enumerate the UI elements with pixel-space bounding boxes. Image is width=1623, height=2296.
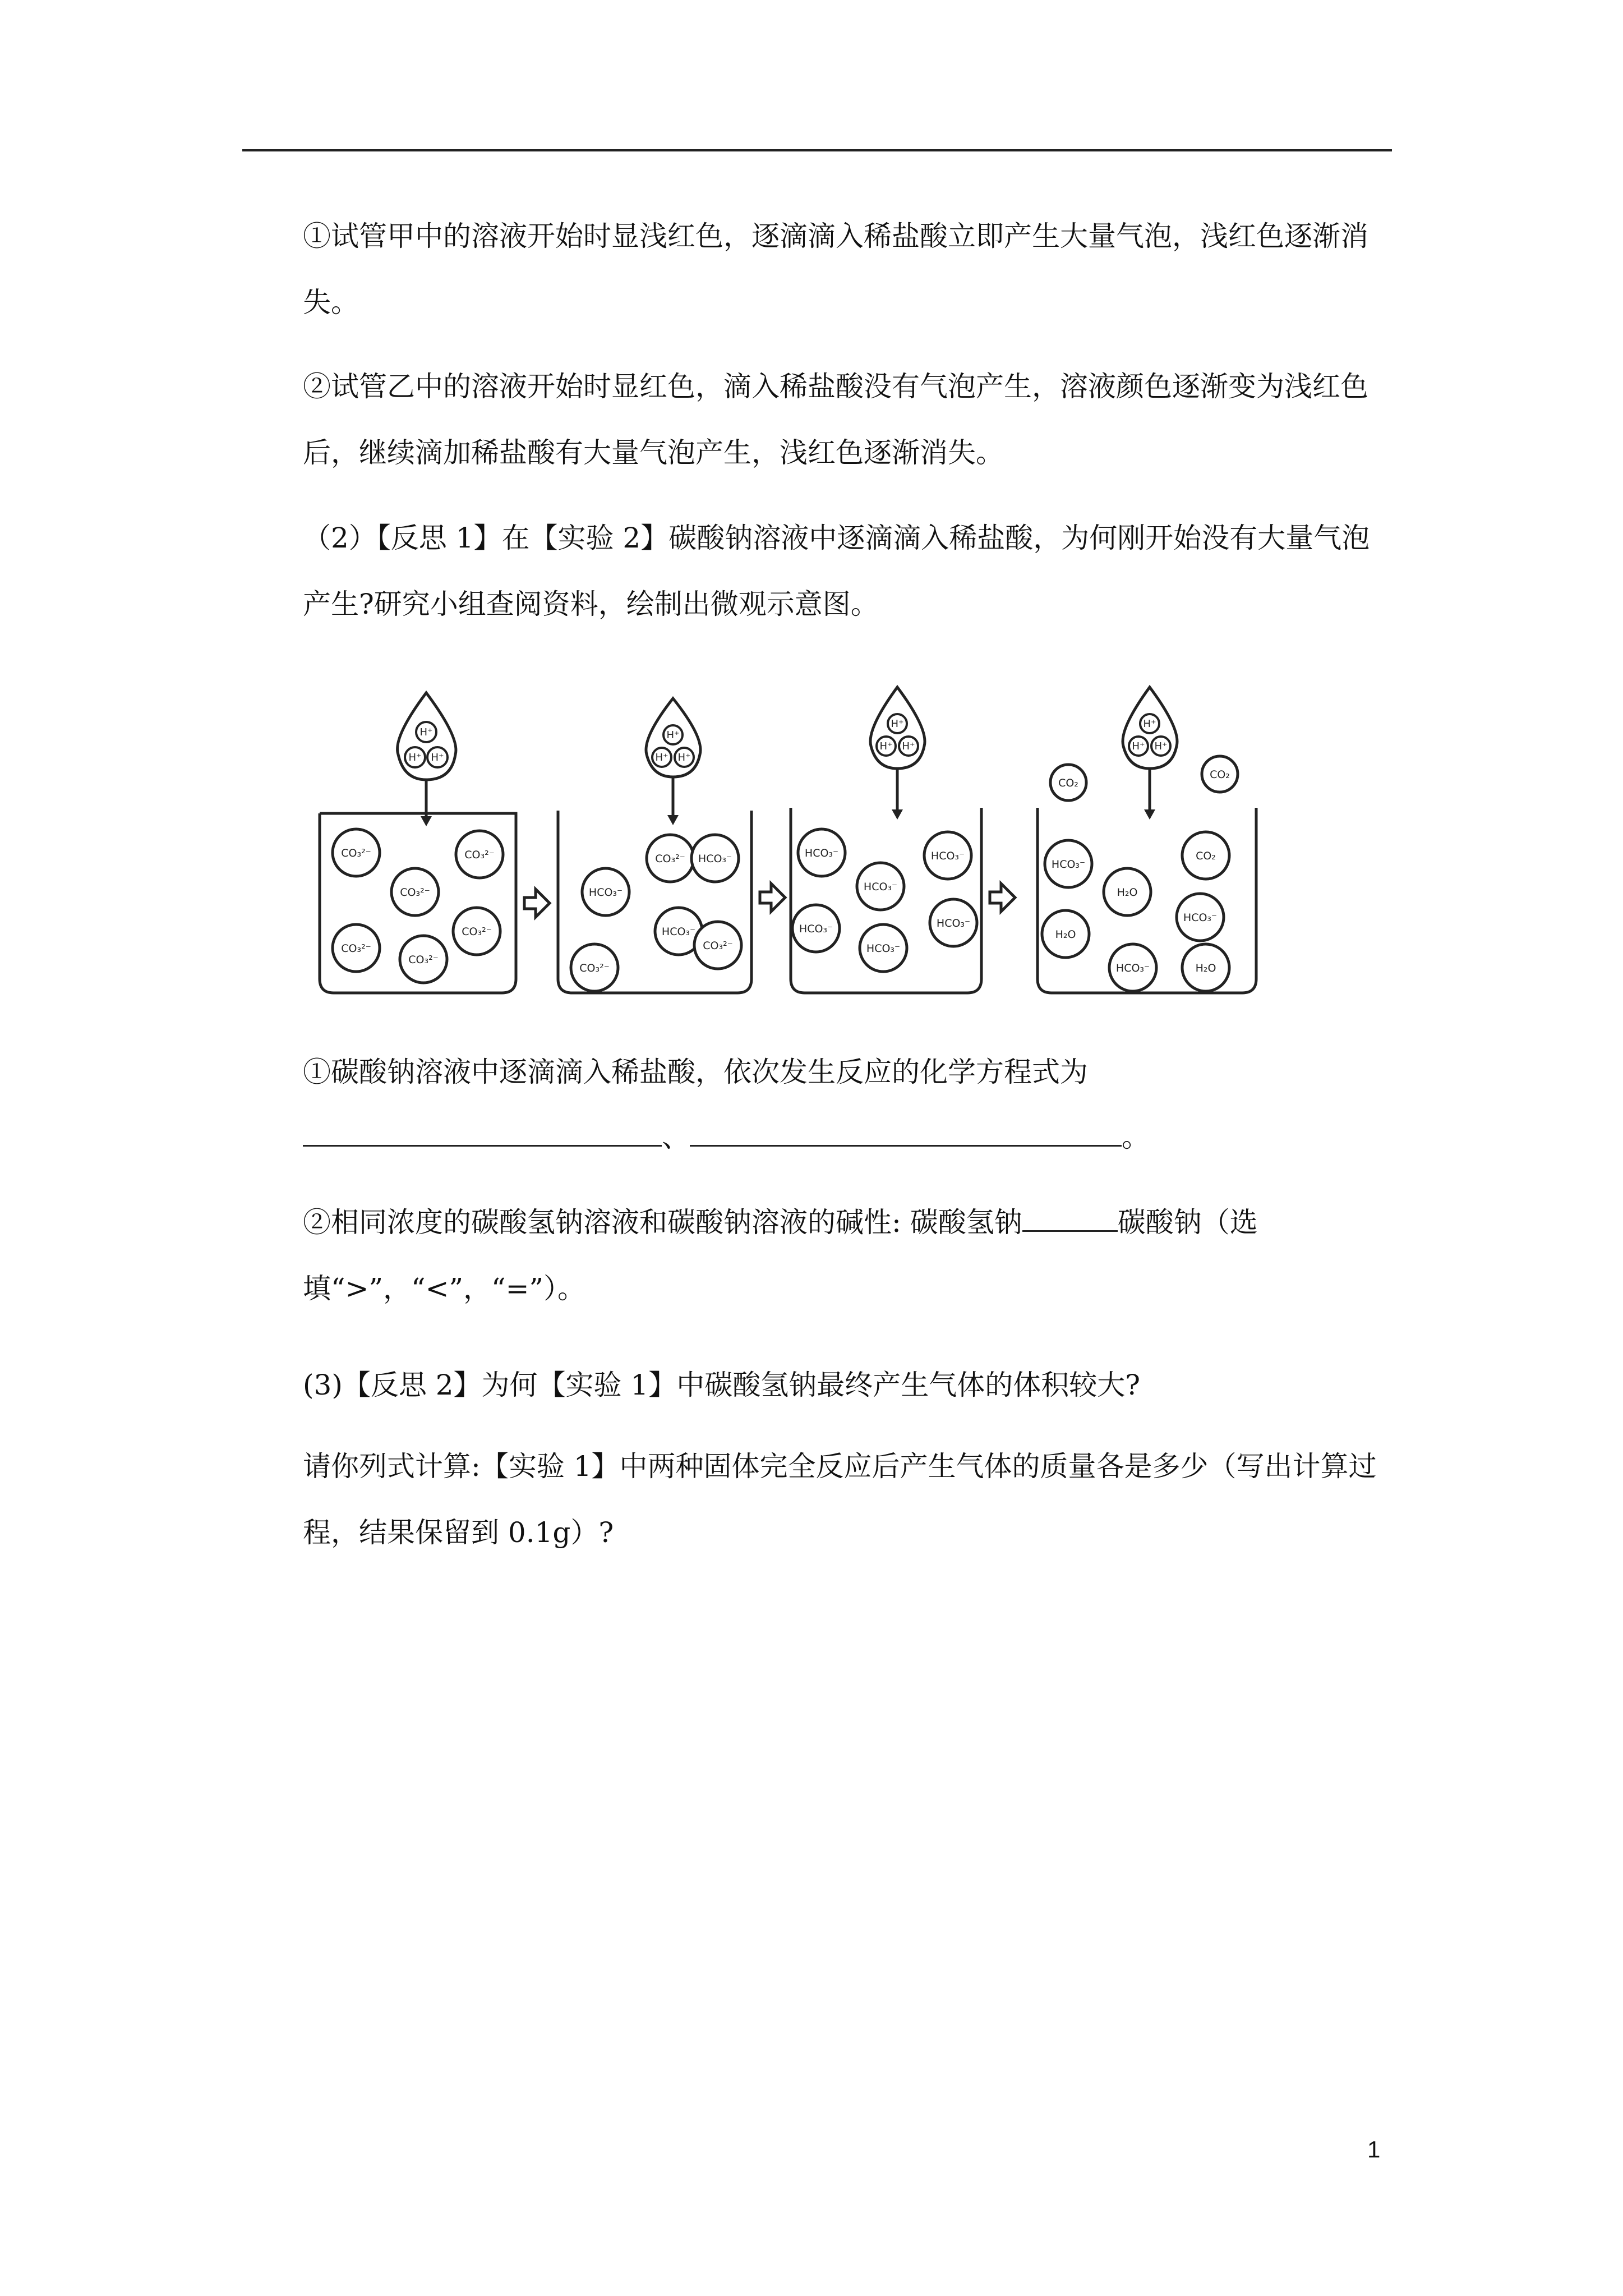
micro-diagram: [314, 676, 1267, 1001]
svg-text:HCO₃⁻: HCO₃⁻: [866, 942, 901, 955]
svg-text:CO₂: CO₂: [1196, 850, 1216, 862]
svg-text:HCO₃⁻: HCO₃⁻: [661, 926, 696, 938]
svg-text:HCO₃⁻: HCO₃⁻: [936, 917, 971, 930]
arrow-1: [524, 889, 550, 917]
svg-text:CO₃²⁻: CO₃²⁻: [462, 926, 492, 938]
svg-text:H⁺: H⁺: [1143, 718, 1156, 730]
paragraph-reflection-2: (3)【反思 2】为何【实验 1】中碳酸氢钠最终产生气体的体积较大?: [303, 1369, 1141, 1401]
svg-text:CO₃²⁻: CO₃²⁻: [408, 954, 439, 966]
paragraph-observation-1: ①试管甲中的溶液开始时显浅红色，逐滴滴入稀盐酸立即产生大量气泡，浅红色逐渐消失。: [303, 220, 1368, 319]
answer-blank-1[interactable]: [303, 1116, 662, 1147]
svg-text:CO₃²⁻: CO₃²⁻: [341, 942, 371, 955]
svg-text:H⁺: H⁺: [677, 752, 691, 763]
arrow-3: [990, 884, 1015, 912]
svg-text:HCO₃⁻: HCO₃⁻: [588, 886, 623, 899]
header-rule: [242, 149, 1392, 151]
answer-blank-2[interactable]: [690, 1116, 1122, 1147]
paragraph-question-alkalinity: ②相同浓度的碳酸氢钠溶液和碳酸钠溶液的碱性: 碳酸氢钠 碳酸钠（选填“>”，“<”，“=”）。: [303, 1189, 1392, 1322]
svg-text:H₂O: H₂O: [1195, 962, 1216, 974]
svg-text:CO₃²⁻: CO₃²⁻: [400, 886, 430, 899]
svg-text:CO₃²⁻: CO₃²⁻: [341, 847, 371, 859]
arrow-2: [760, 884, 785, 912]
svg-text:CO₃²⁻: CO₃²⁻: [655, 853, 685, 865]
svg-text:CO₂: CO₂: [1210, 769, 1230, 781]
svg-text:H⁺: H⁺: [431, 752, 444, 763]
svg-text:H⁺: H⁺: [902, 740, 915, 752]
svg-text:H⁺: H⁺: [1154, 740, 1168, 752]
svg-text:H⁺: H⁺: [879, 740, 893, 752]
svg-text:CO₃²⁻: CO₃²⁻: [703, 940, 733, 952]
paragraph-reflection-1: （2）【反思 1】在【实验 2】碳酸钠溶液中逐滴滴入稀盐酸，为何刚开始没有大量气泡产生?研究小组查阅资料，绘制出微观示意图。: [303, 522, 1370, 620]
svg-text:HCO₃⁻: HCO₃⁻: [1183, 912, 1218, 924]
svg-text:H⁺: H⁺: [1132, 740, 1145, 752]
svg-text:HCO₃⁻: HCO₃⁻: [1115, 962, 1150, 974]
svg-text:H⁺: H⁺: [666, 729, 680, 741]
svg-text:H⁺: H⁺: [891, 718, 904, 730]
svg-text:HCO₃⁻: HCO₃⁻: [1051, 858, 1086, 871]
page-number: 1: [1367, 2136, 1381, 2162]
answer-blank-3[interactable]: [1022, 1201, 1118, 1232]
svg-text:HCO₃⁻: HCO₃⁻: [698, 853, 732, 865]
svg-text:H⁺: H⁺: [408, 752, 422, 763]
svg-text:HCO₃⁻: HCO₃⁻: [799, 923, 833, 935]
svg-text:CO₃²⁻: CO₃²⁻: [464, 849, 495, 861]
svg-text:HCO₃⁻: HCO₃⁻: [863, 881, 898, 893]
paragraph-question-equations: ①碳酸钠溶液中逐滴滴入稀盐酸，依次发生反应的化学方程式为: [303, 1056, 1088, 1088]
paragraph-calculation: 请你列式计算:【实验 1】中两种固体完全反应后产生气体的质量各是多少（写出计算过程，结果保留到 0.1g）?: [303, 1450, 1377, 1549]
paragraph-observation-2: ②试管乙中的溶液开始时显红色，滴入稀盐酸没有气泡产生，溶液颜色逐渐变为浅红色后，继续滴加稀盐酸有大量气泡产生，浅红色逐渐消失。: [303, 370, 1368, 469]
svg-text:CO₃²⁻: CO₃²⁻: [579, 962, 610, 974]
svg-text:HCO₃⁻: HCO₃⁻: [804, 847, 839, 859]
svg-text:H⁺: H⁺: [655, 752, 668, 763]
answer-blanks-equations: 、 。: [303, 1104, 1392, 1170]
svg-text:H⁺: H⁺: [419, 726, 433, 738]
svg-text:H₂O: H₂O: [1055, 928, 1076, 941]
svg-text:CO₂: CO₂: [1058, 777, 1078, 789]
svg-text:HCO₃⁻: HCO₃⁻: [930, 850, 965, 862]
svg-text:H₂O: H₂O: [1117, 886, 1138, 899]
